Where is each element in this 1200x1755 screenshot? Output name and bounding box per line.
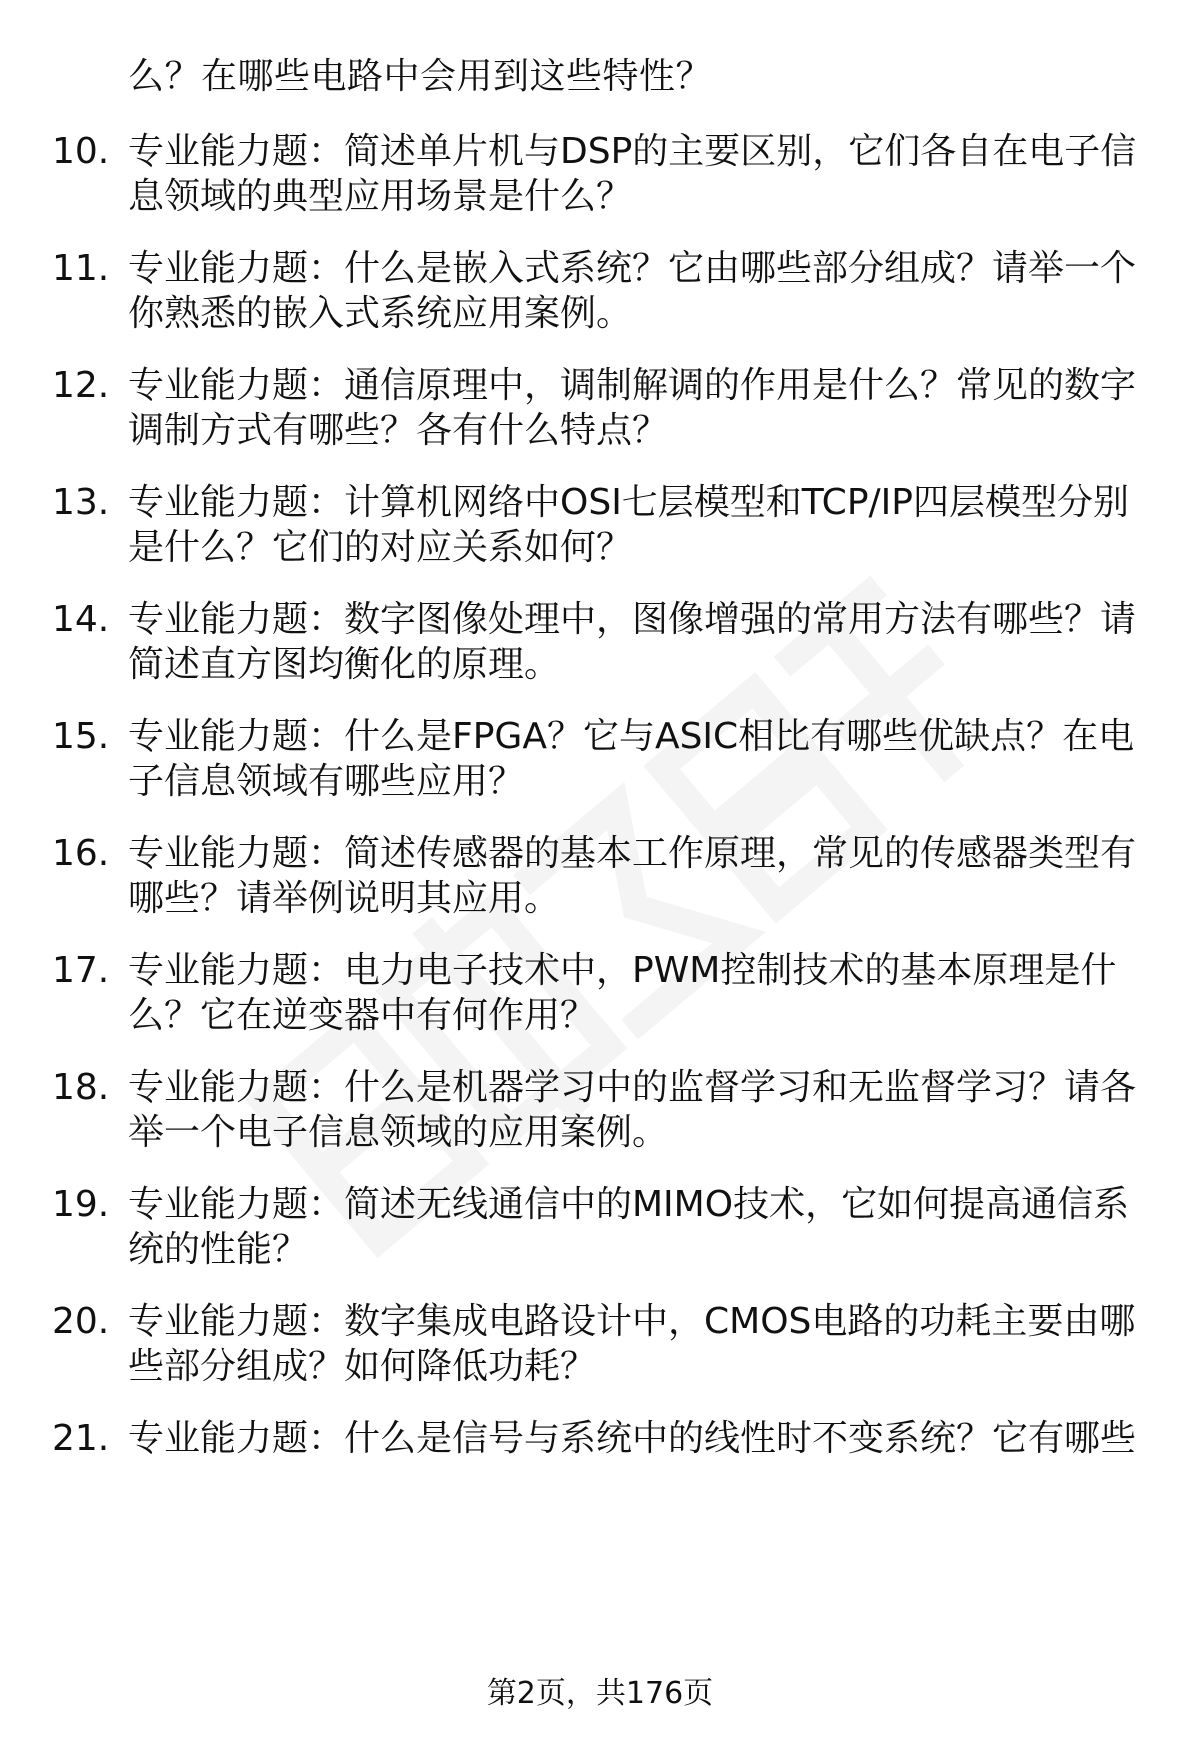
- question-text-line: 专业能力题：什么是FPGA？它与ASIC相比有哪些优缺点？在电: [128, 716, 1135, 757]
- question-number: 10.: [52, 131, 110, 172]
- continuation-line: 么？在哪些电路中会用到这些特性？: [128, 56, 713, 97]
- question-text-line: 些部分组成？如何降低功耗？: [128, 1346, 597, 1387]
- question-text-line: 简述直方图均衡化的原理。: [128, 644, 561, 685]
- page-footer: 第2页，共176页: [486, 1676, 714, 1711]
- question-number: 16.: [52, 833, 110, 874]
- question-number: 15.: [52, 716, 110, 757]
- question-text-line: 专业能力题：简述无线通信中的MIMO技术，它如何提高通信系: [128, 1184, 1130, 1225]
- question-number: 20.: [52, 1301, 110, 1342]
- question-text-line: 专业能力题：简述单片机与DSP的主要区别，它们各自在电子信: [128, 131, 1137, 172]
- question-text-line: 专业能力题：电力电子技术中，PWM控制技术的基本原理是什: [128, 950, 1117, 991]
- question-number: 12.: [52, 365, 110, 406]
- question-number: 18.: [52, 1067, 110, 1108]
- question-number: 13.: [52, 482, 110, 523]
- question-number: 17.: [52, 950, 110, 991]
- question-text-line: 专业能力题：简述传感器的基本工作原理，常见的传感器类型有: [128, 833, 1137, 874]
- question-text-line: 举一个电子信息领域的应用案例。: [128, 1112, 669, 1153]
- question-text-line: 专业能力题：什么是嵌入式系统？它由哪些部分组成？请举一个: [128, 248, 1137, 289]
- question-text-line: 专业能力题：数字图像处理中，图像增强的常用方法有哪些？请: [128, 599, 1137, 640]
- question-text-line: 专业能力题：通信原理中，调制解调的作用是什么？常见的数字: [128, 365, 1137, 406]
- question-text-line: 专业能力题：什么是机器学习中的监督学习和无监督学习？请各: [128, 1067, 1137, 1108]
- question-text-line: 统的性能？: [128, 1229, 309, 1270]
- question-text-line: 子信息领域有哪些应用？: [128, 761, 525, 802]
- question-text-line: 专业能力题：计算机网络中OSI七层模型和TCP/IP四层模型分别: [128, 482, 1129, 523]
- question-number: 14.: [52, 599, 110, 640]
- question-text-line: 么？它在逆变器中有何作用？: [128, 995, 597, 1036]
- question-text-line: 息领域的典型应用场景是什么？: [128, 176, 633, 217]
- question-text-line: 哪些？请举例说明其应用。: [128, 878, 561, 919]
- question-text-line: 专业能力题：什么是信号与系统中的线性时不变系统？它有哪些: [128, 1418, 1137, 1459]
- question-number: 21.: [52, 1418, 110, 1459]
- question-number: 11.: [52, 248, 110, 289]
- question-text-line: 调制方式有哪些？各有什么特点？: [128, 410, 669, 451]
- question-text-line: 专业能力题：数字集成电路设计中，CMOS电路的功耗主要由哪: [128, 1301, 1136, 1342]
- question-text-line: 是什么？它们的对应关系如何？: [128, 527, 633, 568]
- question-number: 19.: [52, 1184, 110, 1225]
- question-text-line: 你熟悉的嵌入式系统应用案例。: [128, 293, 633, 334]
